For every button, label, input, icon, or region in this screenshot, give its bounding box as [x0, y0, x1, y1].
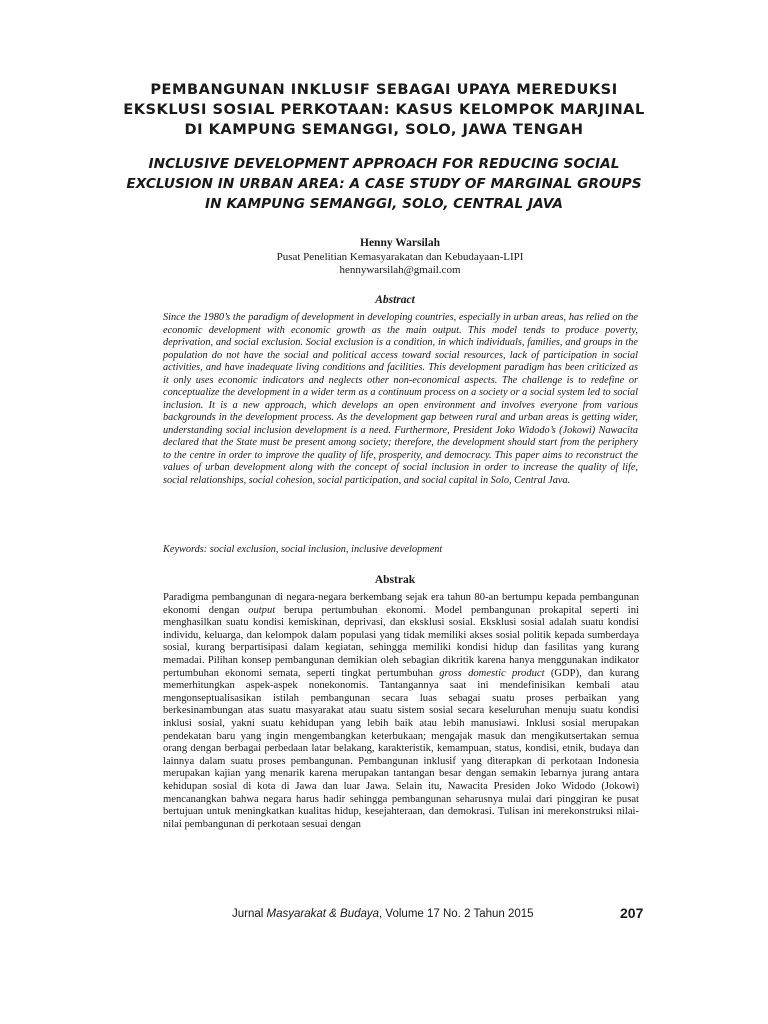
author-name: Henny Warsilah	[360, 237, 440, 249]
author-email: hennywarsilah@gmail.com	[339, 264, 461, 276]
footer-journal-suffix: , Volume 17 No. 2 Tahun 2015	[379, 908, 534, 920]
abstrak-text	[163, 592, 639, 831]
footer-journal	[232, 908, 534, 920]
title-indonesian-line: EKSKLUSI SOSIAL PERKOTAAN: KASUS KELOMPOK MARJINAL	[123, 101, 645, 118]
title-english-line: IN KAMPUNG SEMANGGI, SOLO, CENTRAL JAVA	[205, 196, 563, 212]
title-indonesian	[120, 80, 648, 140]
abstrak-italic-term: gross domestic product	[439, 667, 545, 679]
title-indonesian-line: DI KAMPUNG SEMANGGI, SOLO, JAWA TENGAH	[184, 121, 584, 138]
footer-journal-prefix: Jurnal	[232, 908, 267, 920]
abstrak-text-part: berupa pertumbuhan ekonomi. Model pembangunan prokapital seperti ini menghasilkan suatu kondisi kemiskinan, deprivasi, dan eksklusi sosial. Eksklusi sosial adalah suatu kondisi individu, keluarga, dan kelompok dalam populasi yang tidak memiliki akses sosial politik kepada sumberdaya sosial, kurang berpartisipasi dalam kegiatan, sehingga memiliki kondisi hidup dan fasilitas yang kurang memadai. Pilihan konsep pembangunan demikian oleh sebagian dikritik karena hanya menggunakan indikator pertumbuhan ekonomi semata, seperti tingkat pertumbuhan	[163, 604, 639, 679]
title-english-line: INCLUSIVE DEVELOPMENT APPROACH FOR REDUCING SOCIAL	[148, 156, 620, 172]
abstrak-italic-term: output	[248, 604, 276, 616]
abstract-text: Since the 1980’s the paradigm of development in developing countries, especially in urban areas, has relied on the economic development with economic growth as the main output. This model tends to produce poverty, deprivation, and social exclusion. Social exclusion is a condition, in which individuals, families, and groups in the population do not have the social and political access toward social resources, lack of participation in social activities, and have inadequate living conditions and facilities. This development paradigm has been criticized as it only uses economic indicators and neglects other non-economical aspects. The challenge is to redefine or conceptualize the development in a wider term as a continuum process on a society or a social system led to social inclusion. It is a new approach, which develops an open environment and involves everyone from various backgrounds in the development process. As the development gap between rural and urban areas is getting wider, understanding social inclusion development is a need. Furthermore, President Joko Widodo’s (Jokowi) Nawacita declared that the State must be present among society; therefore, the development should start from the periphery to the centre in order to improve the quality of life, prosperity, and democracy. This paper aims to reconstruct the values of urban development along with the concept of social inclusion in order to increase the quality of life, social relationships, social cohesion, social participation, and social capital in Solo, Central Java.	[163, 312, 638, 486]
footer-journal-name: Masyarakat & Budaya	[266, 908, 380, 920]
abstract-heading: Abstract	[375, 294, 415, 306]
abstrak-heading: Abstrak	[374, 574, 416, 586]
abstrak-text-part: (GDP), dan kurang memerhitungkan aspek-aspek nonekonomis. Tantangannya saat ini mendefinisikan kembali atau mengonseptualisasikan istilah pembangunan secara luas sebagai suatu proses perbaikan yang berkesinambungan atas suatu masyarakat atau suatu sistem sosial secara keseluruhan menuju suatu kondisi inklusi sosial, yakni suatu kehidupan yang lebih baik atau lebih manusiawi. Inklusi sosial merupakan pendekatan baru yang ingin mengembangkan keterbukaan; mengajak masuk dan mengikutsertakan semua orang dengan berbagai perbedaan latar belakang, karakteristik, kemampuan, status, kondisi, etnik, budaya dan lainnya dalam suatu proses pembangunan. Pembangunan inklusif yang diterapkan di perkotaan Indonesia merupakan kajian yang menarik karena merupakan tantangan besar dengan semakin lebarnya jurang antara kehidupan sosial di kota di Jawa dan luar Jawa. Selain itu, Nawacita Presiden Joko Widodo (Jokowi) mencanangkan bahwa negara harus hadir sehingga pembangunan seharusnya mulai dari pinggiran ke pusat bertujuan untuk meningkatkan kualitas hidup, kesejahteraan, dan demokrasi. Tulisan ini merekonstruksi nilai-nilai pembangunan di perkotaan sesuai dengan	[163, 667, 640, 830]
author-block	[150, 237, 650, 278]
title-english	[120, 154, 648, 214]
author-affiliation: Pusat Penelitian Kemasyarakatan dan Kebudayaan-LIPI	[276, 250, 524, 263]
abstrak-text-part: Paradigma pembangunan di negara-negara berkembang sejak era tahun 80-an bertumpu kepada pembangunan ekonomi dengan	[163, 592, 639, 616]
keywords: Keywords: social exclusion, social inclusion, inclusive development	[163, 544, 443, 555]
title-english-line: EXCLUSION IN URBAN AREA: A CASE STUDY OF MARGINAL GROUPS	[126, 176, 642, 192]
title-indonesian-line: PEMBANGUNAN INKLUSIF SEBAGAI UPAYA MEREDUKSI	[150, 81, 618, 98]
page-number: 207	[620, 905, 644, 921]
